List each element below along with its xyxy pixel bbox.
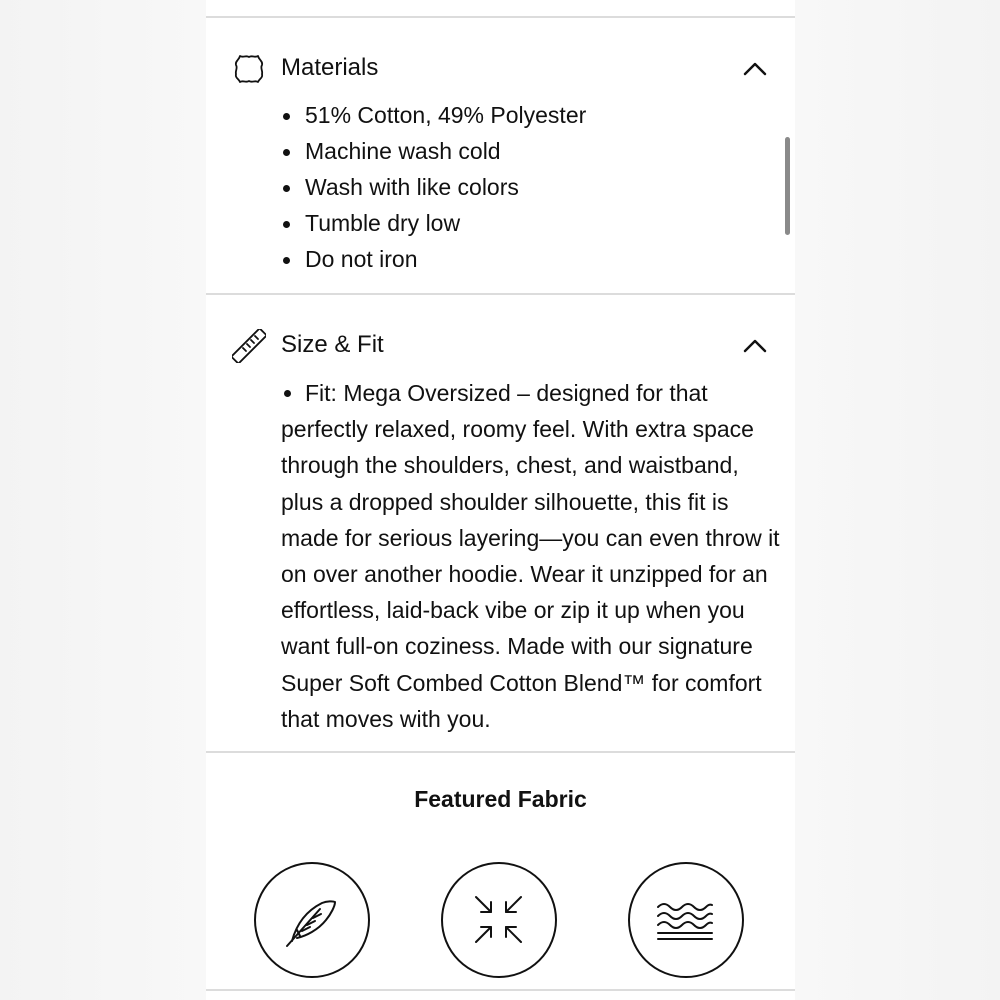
background-left xyxy=(0,0,206,1000)
divider-size-fit xyxy=(206,751,795,753)
chevron-up-icon[interactable] xyxy=(741,58,769,78)
list-item: 51% Cotton, 49% Polyester xyxy=(281,97,586,133)
leather-hide-icon xyxy=(232,52,266,86)
list-item: Tumble dry low xyxy=(281,205,586,241)
list-item: Machine wash cold xyxy=(281,133,586,169)
materials-header[interactable] xyxy=(206,48,795,88)
divider-top xyxy=(206,16,795,18)
product-details-panel xyxy=(206,0,795,1000)
size-fit-title: Size & Fit xyxy=(281,331,384,358)
background-right xyxy=(795,0,1000,1000)
bullet xyxy=(284,390,291,397)
divider-bottom xyxy=(206,989,795,991)
ruler-icon xyxy=(232,329,266,363)
fabric-feature-soft xyxy=(628,862,744,978)
divider-materials xyxy=(206,293,795,295)
compress-arrows-icon xyxy=(443,864,554,975)
fit-text: Fit: Mega Oversized – designed for that perfectly relaxed, roomy feel. With extra space through the shoulders, chest, and waistband, plus a dropped shoulder silhouette, this fit is made for serious layering—you can even throw it on over another hoodie. Wear it unzipped for an effortless, laid-back vibe or zip it up when you want full-on coziness. Made with our signature Super Soft Combed Cotton Blend™ for comfort that moves with you. xyxy=(281,380,780,732)
size-fit-description xyxy=(281,375,786,737)
materials-title: Materials xyxy=(281,54,379,81)
list-item: Wash with like colors xyxy=(281,169,586,205)
feather-icon xyxy=(256,864,367,975)
fabric-feature-lightweight xyxy=(254,862,370,978)
chevron-up-icon[interactable] xyxy=(741,335,769,355)
fabric-feature-compression xyxy=(441,862,557,978)
size-fit-header[interactable] xyxy=(206,325,795,365)
waves-icon xyxy=(630,864,741,975)
scrollbar[interactable] xyxy=(785,137,790,235)
featured-fabric-title: Featured Fabric xyxy=(414,786,587,812)
list-item: Do not iron xyxy=(281,241,586,277)
materials-list xyxy=(281,97,586,277)
